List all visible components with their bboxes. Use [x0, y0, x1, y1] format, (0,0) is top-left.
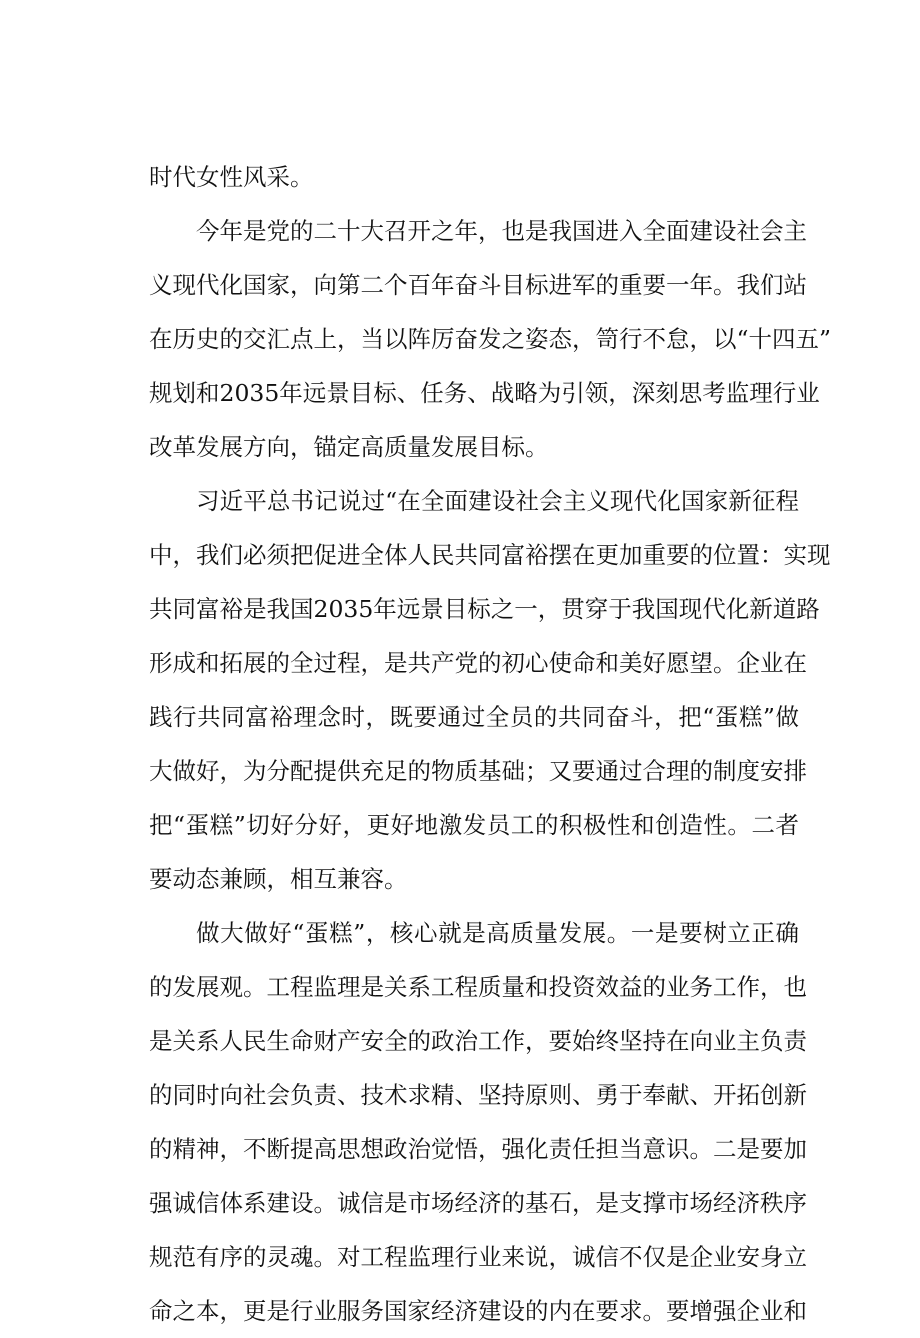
text-line: 今年是党的二十大召开之年，也是我国进入全面建设社会主	[196, 217, 807, 245]
text-line: 规范有序的灵魂。对工程监理行业来说，诚信不仅是企业安身立	[149, 1243, 807, 1271]
text-line: 大做好，为分配提供充足的物质基础；又要通过合理的制度安排	[149, 757, 807, 785]
text-line: 形成和拓展的全过程，是共产党的初心使命和美好愿望。企业在	[149, 649, 807, 677]
text-line: 义现代化国家，向第二个百年奋斗目标进军的重要一年。我们站	[149, 271, 807, 299]
text-line: 的同时向社会负责、技术求精、坚持原则、勇于奉献、开拓创新	[149, 1081, 807, 1109]
text-line: 规划和2035年远景目标、任务、战略为引领，深刻思考监理行业	[149, 379, 820, 407]
text-line: 时代女性风采。	[149, 163, 314, 191]
text-line: 的发展观。工程监理是关系工程质量和投资效益的业务工作，也	[149, 973, 807, 1001]
text-line: 强诚信体系建设。诚信是市场经济的基石，是支撑市场经济秩序	[149, 1189, 807, 1217]
paragraph-3	[149, 906, 807, 1338]
paragraph-2	[149, 474, 831, 906]
text-line: 践行共同富裕理念时，既要通过全员的共同奋斗，把“蛋糕”做	[149, 703, 799, 731]
text-line: 要动态兼顾，相互兼容。	[149, 865, 408, 893]
text-line: 的精神，不断提高思想政治觉悟，强化责任担当意识。二是要加	[149, 1135, 807, 1163]
text-line: 在历史的交汇点上，当以阵厉奋发之姿态，笥行不怠，以“十四五”	[149, 325, 832, 353]
text-line: 命之本，更是行业服务国家经济建设的内在要求。要增强企业和	[149, 1297, 807, 1325]
document-page	[149, 150, 832, 1338]
text-line: 做大做好“蛋糕”，核心就是高质量发展。一是要树立正确	[196, 919, 799, 947]
text-line: 是关系人民生命财产安全的政治工作，要始终坚持在向业主负责	[149, 1027, 807, 1055]
text-line: 中，我们必须把促进全体人民共同富裕摆在更加重要的位置：实现	[149, 541, 831, 569]
text-line: 改革发展方向，锚定高质量发展目标。	[149, 433, 549, 461]
paragraph-continuation	[149, 150, 799, 204]
text-line: 共同富裕是我国2035年远景目标之一，贯穿于我国现代化新道路	[149, 595, 820, 623]
text-line: 把“蛋糕”切好分好，更好地激发员工的积极性和创造性。二者	[149, 811, 799, 839]
text-line: 习近平总书记说过“在全面建设社会主义现代化国家新征程	[196, 487, 799, 515]
paragraph-1	[149, 204, 832, 474]
